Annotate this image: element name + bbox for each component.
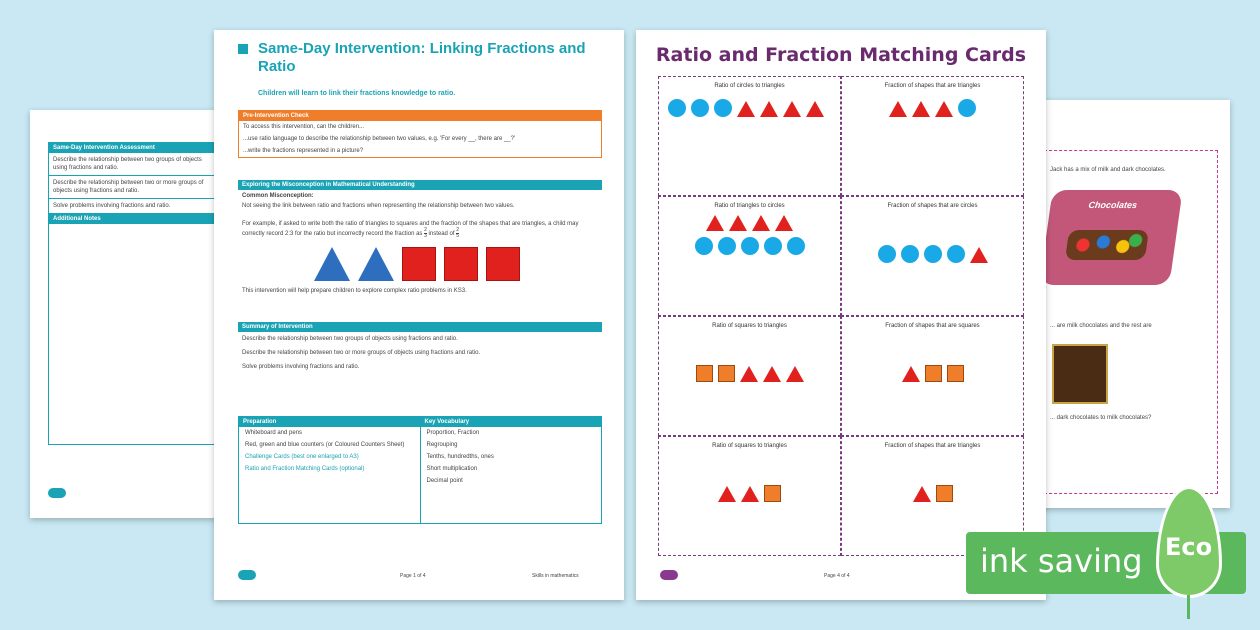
circle-shape <box>695 237 713 255</box>
instead-of-text: instead of <box>428 231 455 238</box>
assessment-page <box>30 110 230 518</box>
card-shapes <box>651 99 840 117</box>
card-shapes <box>659 485 840 502</box>
page-subtitle: Children will learn to link their fractions knowledge to ratio. <box>258 90 456 97</box>
circle-shape <box>718 237 736 255</box>
chocolate-box-label: Chocolates <box>1087 200 1138 210</box>
circle-shape <box>668 99 686 117</box>
fraction-wrong-den: 3 <box>424 233 427 239</box>
misconception-subhead: Common Misconception: <box>242 193 314 199</box>
triangle-shape <box>786 366 804 382</box>
card-shapes <box>842 365 1023 382</box>
cards-footer-page: Page 4 of 4 <box>824 573 850 579</box>
triangle-shape <box>775 215 793 231</box>
assessment-row: Describe the relationship between two groups of objects using fractions and ratio. <box>49 153 221 176</box>
matching-card <box>841 316 1024 436</box>
triangle-shape <box>889 101 907 117</box>
fraction-correct-num: 2 <box>456 227 460 233</box>
matching-card <box>658 436 841 556</box>
triangle-shape <box>783 101 801 117</box>
misconception-example <box>238 210 602 239</box>
footer-page: Page 1 of 4 <box>400 573 426 579</box>
card-label: Fraction of shapes that are circles <box>887 203 978 209</box>
triangle-shape <box>752 215 770 231</box>
circle-shape <box>901 245 919 263</box>
chocolate-sweets <box>1065 230 1149 260</box>
pre-check-line: ...write the fractions represented in a picture? <box>243 148 364 154</box>
intervention-page <box>214 30 624 600</box>
fraction-wrong <box>424 228 427 239</box>
circle-shape <box>924 245 942 263</box>
circle-shape <box>787 237 805 255</box>
square-shape <box>936 485 953 502</box>
assessment-header: Same-Day Intervention Assessment <box>49 143 221 153</box>
vocabulary-item: Decimal point <box>426 478 463 484</box>
card-shapes <box>659 365 840 382</box>
triangle-shape <box>806 101 824 117</box>
triangle-shape <box>741 486 759 502</box>
pre-check-box <box>238 110 602 158</box>
chocolates-page <box>1030 100 1230 508</box>
cards-title: Ratio and Fraction Matching Cards <box>655 44 1027 66</box>
assessment-table <box>48 142 222 445</box>
circle-shape <box>947 245 965 263</box>
matching-card <box>658 196 841 316</box>
vocabulary-item: Regrouping <box>426 442 458 448</box>
square-shape <box>486 247 520 281</box>
triangle-shape <box>314 247 350 281</box>
triangle-shape <box>737 101 755 117</box>
preparation-item: Whiteboard and pens <box>245 430 303 436</box>
chocolate-photo <box>1052 344 1108 404</box>
twinkl-logo <box>660 570 678 580</box>
preparation-item[interactable]: Ratio and Fraction Matching Cards (optional) <box>245 466 365 472</box>
triangle-shape <box>760 101 778 117</box>
circle-shape <box>764 237 782 255</box>
circle-shape <box>691 99 709 117</box>
chocolates-line3: ... dark chocolates to milk chocolates? <box>1050 415 1152 421</box>
triangle-shape <box>912 101 930 117</box>
matching-card <box>841 196 1024 316</box>
circle-shape <box>878 245 896 263</box>
vocabulary-header: Key Vocabulary <box>421 417 602 427</box>
assessment-row: Describe the relationship between two or more groups of objects using fractions and ratio. <box>49 176 221 199</box>
triangle-shape <box>763 366 781 382</box>
title-square-icon <box>238 44 248 54</box>
chocolate-box-image <box>1039 190 1182 285</box>
vocabulary-column <box>421 417 602 523</box>
fraction-correct <box>456 228 459 239</box>
circle-shape <box>714 99 732 117</box>
matching-card <box>658 316 841 436</box>
preparation-item[interactable]: Challenge Cards (best one enlarged to A3) <box>245 454 359 460</box>
circle-shape <box>958 99 976 117</box>
vocabulary-item: Tenths, hundredths, ones <box>426 454 494 460</box>
fraction-wrong-num: 2 <box>424 227 427 233</box>
matching-cards-page <box>636 30 1046 600</box>
summary-section <box>238 322 602 374</box>
pre-check-line: ...use ratio language to describe the relationship between two values, e.g. 'For every __, there are __?' <box>243 136 516 142</box>
chocolates-line1: Jack has a mix of milk and dark chocolates. <box>1050 167 1166 173</box>
square-shape <box>764 485 781 502</box>
vocabulary-item: Proportion, Fraction <box>426 430 480 436</box>
vocabulary-item: Short multiplication <box>426 466 478 472</box>
chocolates-line2: ... are milk chocolates and the rest are <box>1050 323 1152 329</box>
pre-check-line: To access this intervention, can the children... <box>243 124 365 130</box>
matching-card <box>841 76 1024 196</box>
fraction-correct-den: 5 <box>456 233 460 239</box>
eco-text: Eco <box>1165 533 1213 561</box>
summary-header: Summary of Intervention <box>238 322 602 332</box>
card-shapes <box>842 485 1023 502</box>
card-label: Fraction of shapes that are triangles <box>884 443 981 449</box>
misconception-section <box>238 180 602 301</box>
twinkl-logo <box>48 488 66 498</box>
card-label: Fraction of shapes that are squares <box>885 323 980 329</box>
triangle-shape <box>970 247 988 263</box>
card-label: Fraction of shapes that are triangles <box>884 83 981 89</box>
triangle-shape <box>358 247 394 281</box>
preparation-column <box>239 417 421 523</box>
square-shape <box>402 247 436 281</box>
misconception-header: Exploring the Misconception in Mathematical Understanding <box>238 180 602 190</box>
twinkl-logo <box>238 570 256 580</box>
circle-shape <box>741 237 759 255</box>
ink-saving-text: ink saving <box>980 542 1143 580</box>
summary-line: Describe the relationship between two groups of objects using fractions and ratio. <box>242 336 458 342</box>
triangle-shape <box>902 366 920 382</box>
card-label: Ratio of squares to triangles <box>712 323 787 329</box>
matching-card <box>658 76 841 196</box>
preparation-header: Preparation <box>239 417 420 427</box>
prep-vocab-box <box>238 416 602 524</box>
notes-header: Additional Notes <box>49 214 221 224</box>
card-label: Ratio of circles to triangles <box>714 83 785 89</box>
card-shapes <box>842 245 1023 263</box>
triangle-shape <box>935 101 953 117</box>
pre-check-header: Pre-Intervention Check <box>239 111 601 121</box>
triangle-shape <box>913 486 931 502</box>
triangle-shape <box>729 215 747 231</box>
card-label: Ratio of squares to triangles <box>712 443 787 449</box>
summary-line: Describe the relationship between two or more groups of objects using fractions and ratio. <box>242 350 481 356</box>
square-shape <box>718 365 735 382</box>
notes-area <box>49 224 221 444</box>
footer-right: Skills in mathematics <box>532 573 579 579</box>
misconception-text: Not seeing the link between ratio and fractions when representing the relationship between two values. <box>242 203 515 209</box>
triangle-shape <box>718 486 736 502</box>
summary-line: Solve problems involving fractions and ratio. <box>242 364 360 370</box>
example-shapes <box>238 239 602 281</box>
card-shapes <box>842 99 1023 117</box>
card-label: Ratio of triangles to circles <box>714 203 785 209</box>
square-shape <box>925 365 942 382</box>
page-title: Same-Day Intervention: Linking Fractions and Ratio <box>258 40 586 75</box>
misconception-example-text: For example, if asked to write both the ratio of triangles to squares and the fraction of the shapes that are triangles, a child may correctly record 2:3 for the ratio but incorrectly record the fraction as <box>242 221 579 238</box>
square-shape <box>444 247 478 281</box>
leaf-stem <box>1187 595 1190 619</box>
triangle-shape <box>706 215 724 231</box>
square-shape <box>696 365 713 382</box>
card-shapes <box>659 215 840 255</box>
square-shape <box>947 365 964 382</box>
assessment-row: Solve problems involving fractions and ratio. <box>49 199 221 214</box>
triangle-shape <box>740 366 758 382</box>
preparation-item: Red, green and blue counters (or Coloured Counters Sheet) <box>245 442 405 448</box>
misconception-outro: This intervention will help prepare children to explore complex ratio problems in KS3. <box>242 288 467 294</box>
